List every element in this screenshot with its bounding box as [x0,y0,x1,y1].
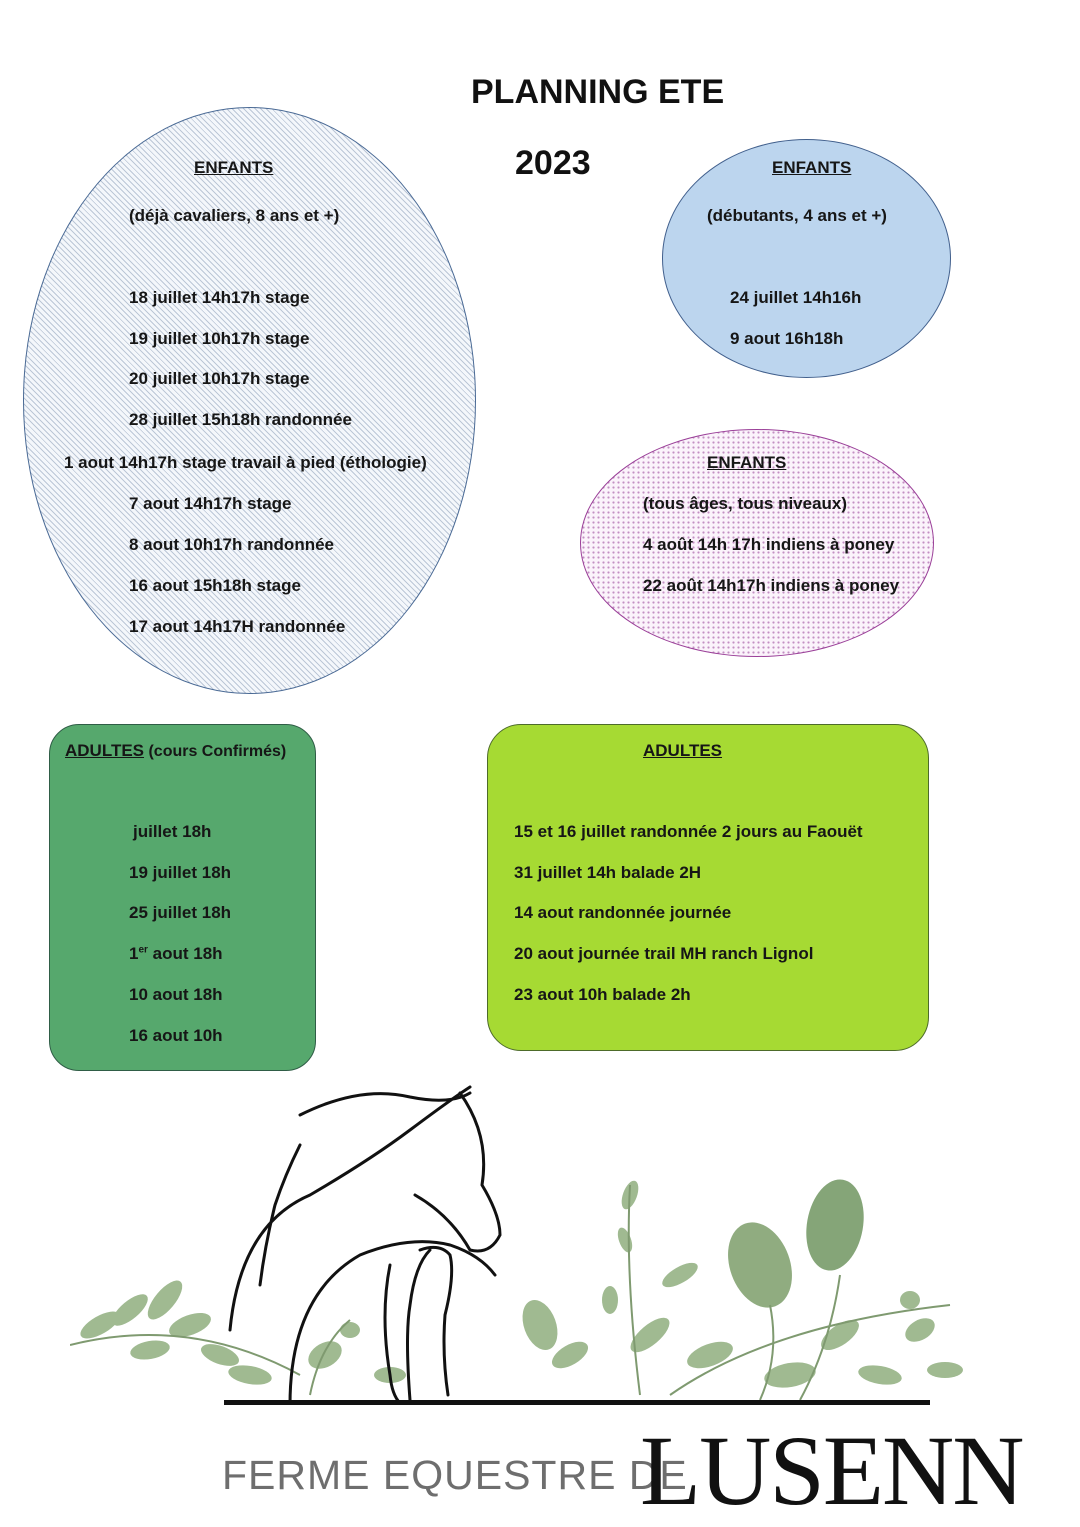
schedule-item: 7 aout 14h17h stage [129,494,292,513]
schedule-item: 19 juillet 10h17h stage [129,329,310,348]
schedule-item: 4 août 14h 17h indiens à poney [643,535,895,554]
date-rest: aout 18h [147,944,223,963]
schedule-item: 17 aout 14h17H randonnée [129,617,346,636]
page-title: PLANNING ETE [471,73,725,111]
brand-prefix: FERME EQUESTRE DE [222,1452,688,1498]
adultes-heading: ADULTES [643,741,723,760]
enfants-confirmes-subtitle: (déjà cavaliers, 8 ans et +) [129,206,340,225]
date-superscript: er [138,944,148,956]
schedule-item: 9 aout 16h18h [730,329,844,348]
enfants-confirmes-heading: ENFANTS [194,158,274,177]
schedule-item: 16 aout 10h [129,1026,223,1045]
schedule-item: 20 aout journée trail MH ranch Lignol [514,944,814,963]
schedule-item: 18 juillet 14h17h stage [129,288,310,307]
enfants-confirmes-ellipse [23,107,476,694]
schedule-item: 25 juillet 18h [129,903,232,922]
schedule-item: 1 aout 14h17h stage travail à pied (éthologie) [64,453,427,472]
adultes-confirmes-heading-suffix: (cours Confirmés) [144,743,287,760]
enfants-tous-heading: ENFANTS [707,453,787,472]
page-year: 2023 [515,144,591,182]
adultes-confirmes-box [49,724,316,1071]
schedule-item: 16 aout 15h18h stage [129,576,301,595]
foliage [76,1175,963,1391]
schedule-item: 8 aout 10h17h randonnée [129,535,334,554]
enfants-debutants-subtitle: (débutants, 4 ans et +) [707,206,887,225]
horse-outline [230,1087,500,1405]
brand-name: LUSENN [640,1415,1023,1526]
schedule-item: 14 aout randonnée journée [514,903,732,922]
schedule-item: 15 et 16 juillet randonnée 2 jours au Faouët [514,822,863,841]
schedule-item: 20 juillet 10h17h stage [129,369,310,388]
horse-foliage-illustration [70,1075,970,1405]
schedule-item: 31 juillet 14h balade 2H [514,863,702,882]
schedule-item: 28 juillet 15h18h randonnée [129,410,352,429]
schedule-item: 19 juillet 18h [129,863,232,882]
schedule-item [129,944,223,964]
adultes-confirmes-heading [65,741,286,761]
schedule-item: 24 juillet 14h16h [730,288,862,307]
enfants-tous-subtitle: (tous âges, tous niveaux) [643,494,848,513]
schedule-item: 22 août 14h17h indiens à poney [643,576,900,595]
schedule-item: 23 aout 10h balade 2h [514,985,691,1004]
brand-divider [224,1400,930,1405]
date-number: 1 [129,944,139,963]
schedule-item: 10 aout 18h [129,985,223,1004]
schedule-item: juillet 18h [133,822,212,841]
adultes-confirmes-heading-main: ADULTES [65,741,145,760]
enfants-debutants-heading: ENFANTS [772,158,852,177]
